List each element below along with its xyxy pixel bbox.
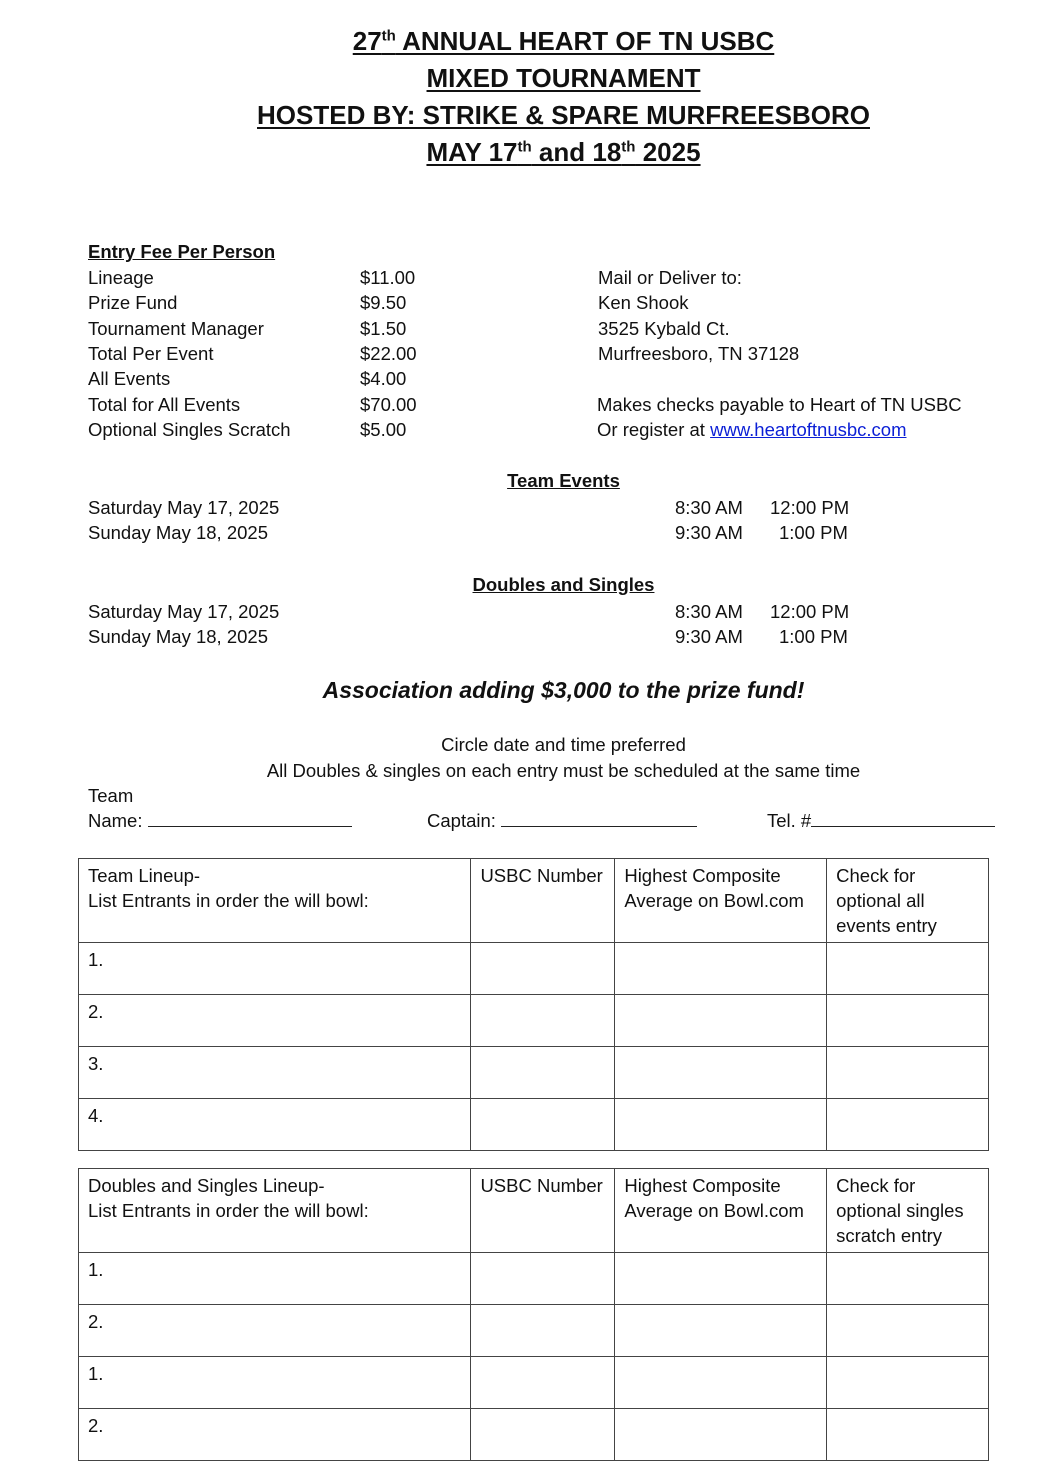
usbc-number-cell[interactable]	[471, 1047, 615, 1099]
row-number: 1.	[88, 1363, 104, 1384]
captain-blank[interactable]	[501, 810, 697, 827]
team-label: Team	[88, 785, 134, 806]
table-header-row	[79, 859, 989, 943]
mail-line-3: 3525 Kybald Ct.	[598, 318, 730, 339]
header-text: USBC Number	[480, 865, 603, 886]
usbc-number-cell[interactable]	[471, 995, 615, 1047]
doubles-event-date: Sunday May 18, 2025	[88, 626, 268, 647]
lineup-header-cell	[79, 1169, 471, 1253]
entrant-cell[interactable]	[79, 943, 471, 995]
header-text: Doubles and Singles Lineup-	[88, 1175, 325, 1196]
team-name-blank[interactable]	[148, 810, 352, 827]
instruction-line-1: Circle date and time preferred	[441, 734, 686, 755]
usbc-number-cell[interactable]	[471, 1305, 615, 1357]
fee-amount: $4.00	[360, 368, 407, 389]
doubles-event-time: 12:00 PM	[770, 601, 850, 622]
usbc-header-cell	[471, 859, 615, 943]
entrant-cell[interactable]	[79, 1305, 471, 1357]
header-text: USBC Number	[480, 1175, 603, 1196]
usbc-header-cell	[471, 1169, 615, 1253]
mail-line-4: Murfreesboro, TN 37128	[598, 343, 800, 364]
entrant-cell[interactable]	[79, 1099, 471, 1151]
row-number: 1.	[88, 949, 104, 970]
average-cell[interactable]	[615, 1099, 827, 1151]
header-text: Highest Composite	[624, 1175, 781, 1196]
fee-label: Optional Singles Scratch	[88, 419, 291, 440]
average-cell[interactable]	[615, 943, 827, 995]
table-row	[79, 1305, 989, 1357]
doubles-events-heading: Doubles and Singles	[472, 574, 655, 595]
tel-label: Tel. #	[767, 810, 812, 831]
team-event-time: 1:00 PM	[779, 522, 848, 543]
all-events-check-cell[interactable]	[827, 1099, 989, 1151]
usbc-number-cell[interactable]	[471, 943, 615, 995]
team-event-time: 8:30 AM	[675, 497, 743, 518]
title-line-2: MIXED TOURNAMENT	[426, 63, 701, 93]
table-row	[79, 1357, 989, 1409]
table-row	[79, 943, 989, 995]
header-text: optional all	[836, 890, 925, 911]
average-cell[interactable]	[615, 1409, 827, 1461]
singles-scratch-check-cell[interactable]	[827, 1305, 989, 1357]
fee-amount: $70.00	[360, 394, 417, 415]
usbc-number-cell[interactable]	[471, 1253, 615, 1305]
mail-line-1: Mail or Deliver to:	[598, 267, 742, 288]
mail-line-2: Ken Shook	[598, 292, 689, 313]
singles-scratch-check-cell[interactable]	[827, 1409, 989, 1461]
average-cell[interactable]	[615, 1047, 827, 1099]
average-cell[interactable]	[615, 995, 827, 1047]
prize-fund-announcement: Association adding $3,000 to the prize fund!	[322, 677, 805, 703]
title-line-1: 27th ANNUAL HEART OF TN USBC	[352, 26, 775, 56]
register-prefix: Or register at	[597, 419, 711, 440]
entrant-cell[interactable]	[79, 1253, 471, 1305]
usbc-number-cell[interactable]	[471, 1409, 615, 1461]
team-event-time: 9:30 AM	[675, 522, 743, 543]
usbc-number-cell[interactable]	[471, 1099, 615, 1151]
doubles-event-date: Saturday May 17, 2025	[88, 601, 280, 622]
usbc-number-cell[interactable]	[471, 1357, 615, 1409]
doubles-event-time: 8:30 AM	[675, 601, 743, 622]
fee-label: Total for All Events	[88, 394, 241, 415]
fee-amount: $9.50	[360, 292, 407, 313]
fee-amount: $11.00	[360, 267, 416, 288]
table-row	[79, 1409, 989, 1461]
register-link[interactable]: www.heartoftnusbc.com	[710, 419, 907, 440]
singles-scratch-header-cell	[827, 1169, 989, 1253]
entrant-cell[interactable]	[79, 995, 471, 1047]
row-number: 2.	[88, 1311, 104, 1332]
all-events-check-cell[interactable]	[827, 995, 989, 1047]
fee-amount: $1.50	[360, 318, 407, 339]
checks-payable: Makes checks payable to Heart of TN USBC	[597, 394, 962, 415]
header-text: Team Lineup-	[88, 865, 201, 886]
all-events-check-cell[interactable]	[827, 943, 989, 995]
fees-heading: Entry Fee Per Person	[88, 241, 276, 262]
fee-label: Prize Fund	[88, 292, 178, 313]
doubles-event-time: 1:00 PM	[779, 626, 848, 647]
lineup-header-cell	[79, 859, 471, 943]
captain-label: Captain:	[427, 810, 496, 831]
entrant-cell[interactable]	[79, 1409, 471, 1461]
header-text: List Entrants in order the will bowl:	[88, 1200, 369, 1221]
average-header-cell	[615, 1169, 827, 1253]
team-event-time: 12:00 PM	[770, 497, 850, 518]
header-text: events entry	[836, 915, 937, 936]
register-line	[597, 419, 907, 441]
fee-label: All Events	[88, 368, 171, 389]
title-line-3: HOSTED BY: STRIKE & SPARE MURFREESBORO	[257, 100, 870, 130]
doubles-event-time: 9:30 AM	[675, 626, 743, 647]
fee-label: Lineage	[88, 267, 154, 288]
average-cell[interactable]	[615, 1253, 827, 1305]
average-header-cell	[615, 859, 827, 943]
fee-amount: $22.00	[360, 343, 417, 364]
tel-blank[interactable]	[811, 810, 995, 827]
fee-label: Tournament Manager	[88, 318, 264, 339]
entrant-cell[interactable]	[79, 1047, 471, 1099]
entrant-cell[interactable]	[79, 1357, 471, 1409]
instruction-line-2: All Doubles & singles on each entry must be scheduled at the same time	[266, 760, 861, 781]
team-event-date: Sunday May 18, 2025	[88, 522, 268, 543]
header-text: List Entrants in order the will bowl:	[88, 890, 369, 911]
row-number: 1.	[88, 1259, 104, 1280]
team-name-field[interactable]	[88, 810, 352, 832]
table-row	[79, 1099, 989, 1151]
average-cell[interactable]	[615, 1305, 827, 1357]
average-cell[interactable]	[615, 1357, 827, 1409]
header-text: optional singles	[836, 1200, 964, 1221]
team-lineup-table	[78, 858, 989, 1151]
singles-scratch-check-cell[interactable]	[827, 1253, 989, 1305]
team-event-date: Saturday May 17, 2025	[88, 497, 280, 518]
name-label: Name:	[88, 810, 143, 831]
header-text: scratch entry	[836, 1225, 943, 1246]
fee-amount: $5.00	[360, 419, 407, 440]
table-row	[79, 1253, 989, 1305]
title-line-4: MAY 17th and 18th 2025	[426, 137, 701, 167]
header-text: Check for	[836, 1175, 916, 1196]
header-text: Average on Bowl.com	[624, 890, 804, 911]
table-row	[79, 1047, 989, 1099]
all-events-check-cell[interactable]	[827, 1047, 989, 1099]
team-events-heading: Team Events	[507, 470, 620, 491]
tel-field[interactable]	[767, 810, 995, 832]
row-number: 2.	[88, 1415, 104, 1436]
captain-field[interactable]	[427, 810, 697, 832]
all-events-header-cell	[827, 859, 989, 943]
header-text: Highest Composite	[624, 865, 781, 886]
doubles-lineup-table	[78, 1168, 989, 1461]
header-text: Average on Bowl.com	[624, 1200, 804, 1221]
row-number: 3.	[88, 1053, 104, 1074]
table-header-row	[79, 1169, 989, 1253]
table-row	[79, 995, 989, 1047]
singles-scratch-check-cell[interactable]	[827, 1357, 989, 1409]
row-number: 2.	[88, 1001, 104, 1022]
header-text: Check for	[836, 865, 916, 886]
row-number: 4.	[88, 1105, 104, 1126]
fee-label: Total Per Event	[88, 343, 214, 364]
